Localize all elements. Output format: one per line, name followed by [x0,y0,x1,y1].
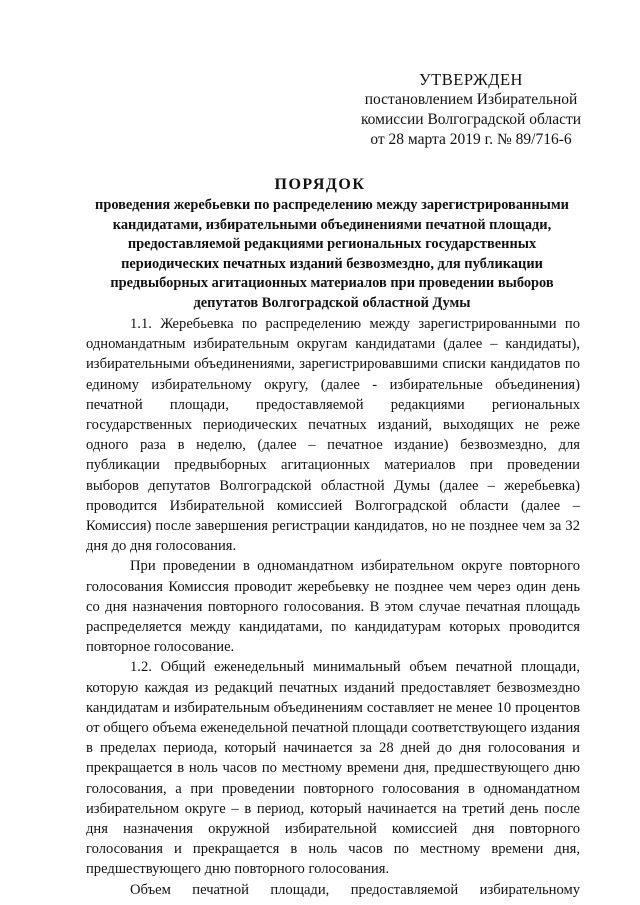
approval-stamp [336,70,606,150]
paragraph: 1.1. Жеребьевка по распределению между зарегистрированными по одномандатным избирательным округам кандидатами (далее – кандидаты), избирательными объединениями, зарегистрировавшими списки кандидатов по единому избирательному округу, (далее - избирательные объединения) печатной площади, предоставляемой редакциями региональных государственных периодических печатных изданий, выходящих не реже одного раза в неделю, (далее – печатное издание) безвозмездно, для публикации предвыборных агитационных материалов при проведении выборов депутатов Волгоградской областной Думы (далее – жеребьевка) проводится Избирательной комиссией Волгоградской области (далее – Комиссия) после завершения регистрации кандидатов, но не позднее чем за 32 дня до дня голосования. [86,316,580,555]
document-title: ПОРЯДОК [274,176,366,193]
paragraph: Объем печатной площади, предоставляемой избирательному [130,881,580,898]
approval-line: комиссии Волгоградской области [360,111,582,128]
document-subtitle: проведения жеребьевки по распределению между зарегистрированными кандидатами, избирательными объединениями печатной площади, предоставляемой редакциями региональных государственных периодических печатных изданий безвозмездно, для публикации предвыборных агитационных материалов при проведении выборов депутатов Волгоградской областной Думы [95,197,569,311]
document-body [86,314,580,900]
approval-date: от 28 марта 2019 г. № 89/716-6 [370,131,572,148]
approval-title: УТВЕРЖДЕН [419,70,523,89]
paragraph: 1.2. Общий еженедельный минимальный объем печатной площади, которую каждая из редакций печатных изданий предоставляет безвозмездно кандидатам и избирательным объединениям составляет не менее 10 процентов от общего объема еженедельной печатной площади соответствующего издания в пределах периода, который начинается за 28 дней до дня голосования и прекращается в ноль часов по местному времени дня, предшествующего дню голосования, а при проведении повторного голосования в одномандатном избирательном округе – в период, который начинается на третий день после дня назначения окружной избирательной комиссией дня повторного голосования и прекращается в ноль часов по местному времени дня, предшествующего дню повторного голосования. [86,659,580,878]
approval-line: постановлением Избирательной [364,91,578,108]
paragraph: При проведении в одномандатном избирательном округе повторного голосования Комиссия проводит жеребьевку не позднее чем через один день со дня назначения повторного голосования. В этом случае печатная площадь распределяется между кандидатами, по кандидатурам которых проводится повторное голосование. [86,558,580,656]
